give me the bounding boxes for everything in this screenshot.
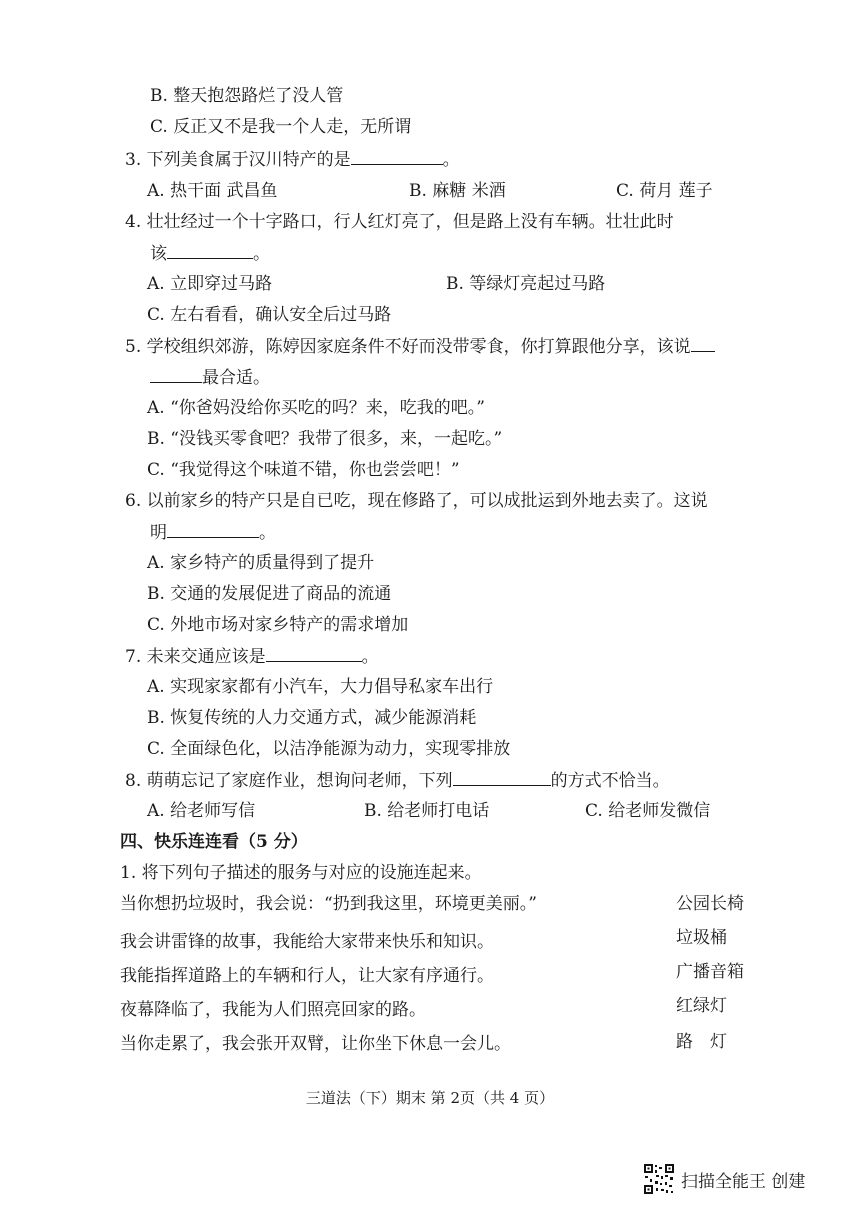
q6-stem-line2 — [150, 521, 276, 544]
q6-option-c: C. 外地市场对家乡特产的需求增加 — [147, 615, 409, 635]
q4-option-b: B. 等绿灯亮起过马路 — [446, 274, 606, 294]
matching-sentence[interactable]: 夜幕降临了，我能为人们照亮回家的路。 — [120, 1000, 426, 1020]
q7-stem — [125, 645, 379, 668]
answer-blank[interactable] — [351, 148, 443, 165]
q3-stem — [125, 148, 460, 171]
section-instruction: 1. 将下列句子描述的服务与对应的设施连起来。 — [120, 863, 482, 883]
q4-stem-line2 — [150, 242, 270, 265]
q6-stem-text: 明 — [150, 523, 167, 543]
q5-stem-line1 — [125, 335, 715, 358]
q3-option-a: A. 热干面 武昌鱼 — [147, 181, 278, 201]
q3-stem-end: 。 — [442, 150, 460, 170]
qr-code-icon — [643, 1163, 675, 1195]
matching-facility[interactable]: 公园长椅 — [676, 894, 744, 914]
answer-blank-continued[interactable] — [150, 366, 202, 383]
matching-sentence[interactable]: 我能指挥道路上的车辆和行人，让大家有序通行。 — [120, 966, 494, 986]
q8-stem-end: 的方式不恰当。 — [550, 771, 670, 791]
q4-stem-text: 该 — [150, 244, 167, 264]
q6-stem-end: 。 — [259, 523, 276, 543]
q8-stem — [125, 769, 670, 792]
q2-option-b: B. 整天抱怨路烂了没人管 — [150, 86, 344, 106]
q5-stem-text: 5. 学校组织郊游，陈婷因家庭条件不好而没带零食，你打算跟他分享，该说 — [125, 337, 691, 357]
answer-blank[interactable] — [167, 521, 259, 538]
q6-stem-line1: 6. 以前家乡的特产只是自已吃，现在修路了，可以成批运到外地去卖了。这说 — [125, 491, 708, 511]
q2-option-c: C. 反正又不是我一个人走，无所谓 — [150, 117, 412, 137]
q8-stem-text: 8. 萌萌忘记了家庭作业，想询问老师，下列 — [125, 771, 453, 791]
q7-option-a: A. 实现家家都有小汽车，大力倡导私家车出行 — [147, 677, 494, 697]
q3-option-c: C. 荷月 莲子 — [616, 181, 713, 201]
matching-facility[interactable]: 垃圾桶 — [676, 928, 727, 948]
q7-option-b: B. 恢复传统的人力交通方式，减少能源消耗 — [147, 708, 477, 728]
answer-blank[interactable] — [691, 335, 715, 352]
answer-blank[interactable] — [453, 769, 551, 786]
matching-sentence[interactable]: 当你想扔垃圾时，我会说：“扔到我这里，环境更美丽。” — [120, 894, 537, 914]
page-footer: 三道法（下）期末 第 2页（共 4 页） — [305, 1089, 555, 1107]
section-title: 四、快乐连连看（5 分） — [120, 832, 308, 852]
q8-option-a: A. 给老师写信 — [147, 801, 256, 821]
q4-stem-end: 。 — [253, 244, 270, 264]
answer-blank[interactable] — [167, 242, 253, 259]
matching-facility[interactable]: 红绿灯 — [676, 996, 727, 1016]
matching-sentence[interactable]: 我会讲雷锋的故事，我能给大家带来快乐和知识。 — [120, 932, 494, 952]
q5-stem-end: 最合适。 — [202, 368, 270, 388]
q5-option-b: B. “没钱买零食吧？我带了很多，来，一起吃。” — [147, 429, 503, 449]
q6-option-b: B. 交通的发展促进了商品的流通 — [147, 584, 392, 604]
q5-option-a: A. “你爸妈没给你买吃的吗？来，吃我的吧。” — [147, 398, 485, 418]
q4-option-a: A. 立即穿过马路 — [147, 274, 273, 294]
q8-option-b: B. 给老师打电话 — [364, 801, 490, 821]
watermark-text: 扫描全能王 创建 — [681, 1171, 806, 1192]
q6-option-a: A. 家乡特产的质量得到了提升 — [147, 553, 375, 573]
q7-stem-end: 。 — [361, 647, 379, 667]
matching-facility[interactable]: 广播音箱 — [676, 962, 744, 982]
matching-facility[interactable]: 路 灯 — [676, 1032, 727, 1052]
scanner-watermark — [643, 1162, 805, 1196]
q3-option-b: B. 麻糖 米酒 — [409, 181, 506, 201]
q7-option-c: C. 全面绿色化，以洁净能源为动力，实现零排放 — [147, 739, 511, 759]
q8-option-c: C. 给老师发微信 — [585, 801, 711, 821]
q4-option-c: C. 左右看看，确认安全后过马路 — [147, 305, 392, 325]
matching-sentence[interactable]: 当你走累了，我会张开双臂，让你坐下休息一会儿。 — [120, 1034, 511, 1054]
q5-option-c: C. “我觉得这个味道不错，你也尝尝吧！” — [147, 460, 460, 480]
q4-stem-line1: 4. 壮壮经过一个十字路口，行人红灯亮了，但是路上没有车辆。壮壮此时 — [125, 212, 674, 232]
q5-stem-line2 — [150, 366, 270, 389]
answer-blank[interactable] — [266, 645, 362, 662]
q7-stem-text: 7. 未来交通应该是 — [125, 647, 266, 667]
q3-stem-text: 3. 下列美食属于汉川特产的是 — [125, 150, 351, 170]
